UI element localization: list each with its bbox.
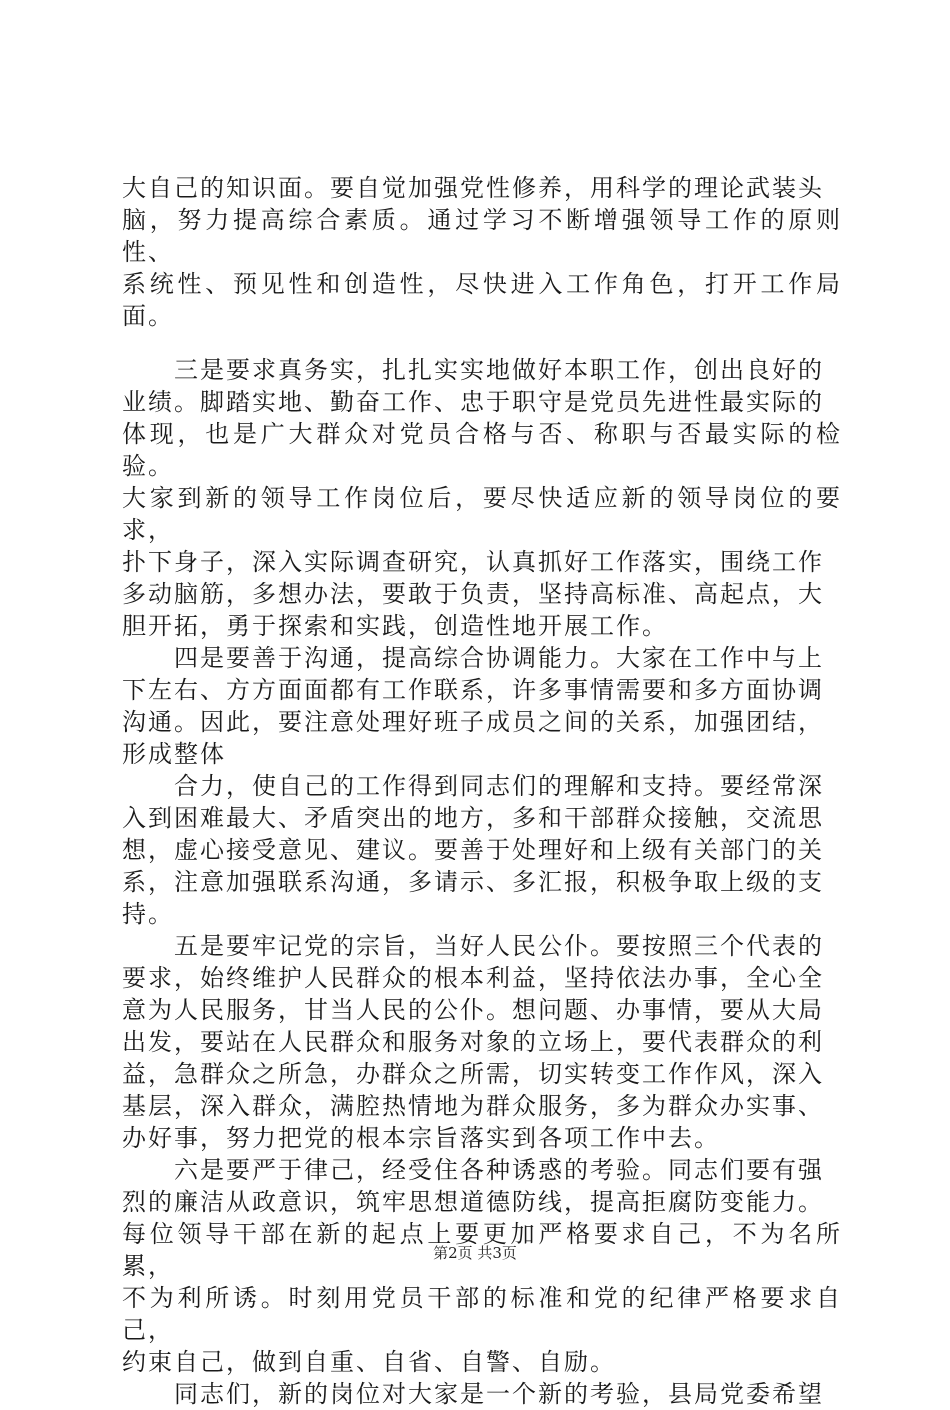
text-line: 入到困难最大、矛盾突出的地方，多和干部群众接触，交流思: [122, 804, 824, 832]
text-line: 扑下身子，深入实际调查研究，认真抓好工作落实，围绕工作: [122, 548, 824, 576]
page-number-footer: 第2页 共3页: [433, 1244, 517, 1262]
text-line: 意为人民服务，甘当人民的公仆。想问题、办事情，要从大局: [122, 996, 824, 1024]
text-line: 胆开拓，勇于探索和实践，创造性地开展工作。: [122, 612, 668, 640]
paragraph-4: [122, 770, 842, 930]
paragraph-5: [122, 930, 842, 1154]
paragraph-2: [122, 354, 842, 642]
text-line: 出发，要站在人民群众和服务对象的立场上，要代表群众的利: [122, 1028, 824, 1056]
text-line: 办好事，努力把党的根本宗旨落实到各项工作中去。: [122, 1124, 720, 1152]
text-line: 基层，深入群众，满腔热情地为群众服务，多为群众办实事、: [122, 1092, 824, 1120]
text-line: 益，急群众之所急，办群众之所需，切实转变工作作风，深入: [122, 1060, 824, 1088]
text-line: 系统性、预见性和创造性，尽快进入工作角色，打开工作局面。: [122, 270, 842, 330]
paragraph-1: [122, 172, 842, 332]
text-line: 业绩。脚踏实地、勤奋工作、忠于职守是党员先进性最实际的: [122, 388, 824, 416]
text-line: 下左右、方方面面都有工作联系，许多事情需要和多方面协调: [122, 676, 824, 704]
text-line: 持。: [122, 900, 174, 928]
text-line: 多动脑筋，多想办法，要敢于负责，坚持高标准、高起点，大: [122, 580, 824, 608]
text-line: 合力，使自己的工作得到同志们的理解和支持。要经常深: [122, 772, 824, 800]
text-line: 六是要严于律己，经受住各种诱惑的考验。同志们要有强: [122, 1156, 824, 1184]
text-line: 三是要求真务实，扎扎实实地做好本职工作，创出良好的: [122, 356, 824, 384]
text-line: 形成整体: [122, 740, 226, 768]
text-line: 系，注意加强联系沟通，多请示、多汇报，积极争取上级的支: [122, 868, 824, 896]
text-line: 四是要善于沟通，提高综合协调能力。大家在工作中与上: [122, 644, 824, 672]
text-line: 同志们，新的岗位对大家是一个新的考验，县局党委希望: [122, 1380, 824, 1408]
text-line: 五是要牢记党的宗旨，当好人民公仆。要按照三个代表的: [122, 932, 824, 960]
text-line: 每位领导干部在新的起点上要更加严格要求自己，不为名所累，: [122, 1220, 842, 1280]
text-line: 体现，也是广大群众对党员合格与否、称职与否最实际的检验。: [122, 420, 842, 480]
text-line: 沟通。因此，要注意处理好班子成员之间的关系，加强团结，: [122, 708, 824, 736]
text-line: 脑，努力提高综合素质。通过学习不断增强领导工作的原则性、: [122, 206, 842, 266]
text-line: 不为利所诱。时刻用党员干部的标准和党的纪律严格要求自己，: [122, 1284, 842, 1344]
body-text: [122, 172, 842, 1410]
paragraph-6: [122, 1154, 842, 1378]
text-line: 大自己的知识面。要自觉加强党性修养，用科学的理论武装头: [122, 174, 824, 202]
text-line: 想，虚心接受意见、建议。要善于处理好和上级有关部门的关: [122, 836, 824, 864]
text-line: 烈的廉洁从政意识，筑牢思想道德防线，提高拒腐防变能力。: [122, 1188, 824, 1216]
text-line: 大家到新的领导工作岗位后，要尽快适应新的领导岗位的要求，: [122, 484, 842, 544]
paragraph-7: [122, 1378, 842, 1410]
text-line: 约束自己，做到自重、自省、自警、自励。: [122, 1348, 616, 1376]
text-line: 要求，始终维护人民群众的根本利益，坚持依法办事，全心全: [122, 964, 824, 992]
paragraph-3: [122, 642, 842, 770]
